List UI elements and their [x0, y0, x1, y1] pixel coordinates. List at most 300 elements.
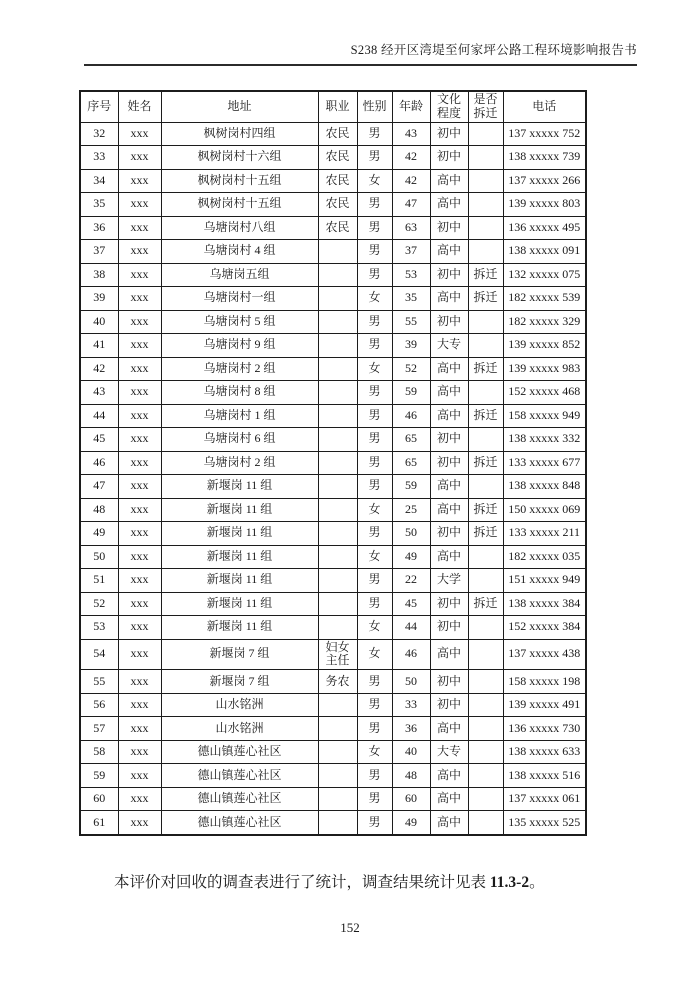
cell-address: 新堰岗 7 组: [161, 670, 318, 694]
cell-name: xxx: [118, 811, 161, 835]
table-row: [80, 451, 586, 475]
cell-gender: 男: [357, 522, 392, 546]
table-row: [80, 263, 586, 287]
cell-occupation: [318, 475, 357, 499]
cell-education: 高中: [430, 498, 468, 522]
cell-phone: 138 xxxxx 739: [503, 146, 586, 170]
cell-occupation: 农民: [318, 146, 357, 170]
cell-name: xxx: [118, 545, 161, 569]
summary-text-after: 。: [529, 873, 545, 891]
cell-relocation: [468, 616, 503, 640]
cell-phone: 137 xxxxx 266: [503, 169, 586, 193]
cell-address: 乌塘岗村 5 组: [161, 310, 318, 334]
cell-address: 山水铭洲: [161, 717, 318, 741]
cell-education: 初中: [430, 522, 468, 546]
table-reference: 11.3-2: [489, 873, 530, 891]
cell-phone: 150 xxxxx 069: [503, 498, 586, 522]
cell-education: 高中: [430, 811, 468, 835]
table-row: [80, 670, 586, 694]
cell-no: 47: [80, 475, 118, 499]
cell-occupation: [318, 240, 357, 264]
cell-name: xxx: [118, 639, 161, 670]
cell-occupation: [318, 717, 357, 741]
cell-relocation: [468, 764, 503, 788]
cell-gender: 男: [357, 263, 392, 287]
table-row: [80, 287, 586, 311]
cell-no: 43: [80, 381, 118, 405]
cell-phone: 182 xxxxx 329: [503, 310, 586, 334]
cell-relocation: [468, 740, 503, 764]
cell-gender: 女: [357, 740, 392, 764]
cell-relocation: 拆迁: [468, 522, 503, 546]
header-rule-divider: [84, 64, 637, 66]
table-row: [80, 545, 586, 569]
cell-relocation: 拆迁: [468, 451, 503, 475]
cell-relocation: [468, 693, 503, 717]
cell-phone: 136 xxxxx 495: [503, 216, 586, 240]
table-row: [80, 146, 586, 170]
cell-occupation: [318, 310, 357, 334]
table-row: [80, 639, 586, 670]
cell-education: 初中: [430, 310, 468, 334]
cell-education: 高中: [430, 357, 468, 381]
cell-address: 新堰岗 11 组: [161, 592, 318, 616]
cell-age: 50: [392, 670, 430, 694]
cell-education: 初中: [430, 592, 468, 616]
cell-name: xxx: [118, 169, 161, 193]
table-row: [80, 475, 586, 499]
column-header-name: 姓名: [118, 91, 161, 122]
cell-education: 大专: [430, 334, 468, 358]
cell-address: 乌塘岗村 9 组: [161, 334, 318, 358]
cell-no: 39: [80, 287, 118, 311]
cell-relocation: [468, 193, 503, 217]
cell-relocation: [468, 146, 503, 170]
column-header-occupation: 职业: [318, 91, 357, 122]
cell-age: 52: [392, 357, 430, 381]
cell-gender: 男: [357, 451, 392, 475]
cell-gender: 男: [357, 592, 392, 616]
cell-age: 35: [392, 287, 430, 311]
page-number: 152: [340, 920, 360, 935]
cell-education: 高中: [430, 717, 468, 741]
cell-gender: 男: [357, 146, 392, 170]
cell-phone: 139 xxxxx 491: [503, 693, 586, 717]
cell-occupation: [318, 616, 357, 640]
cell-name: xxx: [118, 263, 161, 287]
cell-phone: 152 xxxxx 384: [503, 616, 586, 640]
cell-relocation: [468, 216, 503, 240]
cell-relocation: 拆迁: [468, 263, 503, 287]
cell-no: 56: [80, 693, 118, 717]
cell-age: 60: [392, 787, 430, 811]
cell-relocation: [468, 122, 503, 146]
cell-gender: 男: [357, 693, 392, 717]
cell-gender: 男: [357, 717, 392, 741]
cell-name: xxx: [118, 334, 161, 358]
cell-relocation: [468, 787, 503, 811]
cell-no: 32: [80, 122, 118, 146]
cell-phone: 132 xxxxx 075: [503, 263, 586, 287]
table-row: [80, 693, 586, 717]
cell-phone: 182 xxxxx 035: [503, 545, 586, 569]
cell-occupation: [318, 740, 357, 764]
cell-relocation: [468, 169, 503, 193]
cell-education: 初中: [430, 428, 468, 452]
column-header-phone: 电话: [503, 91, 586, 122]
cell-age: 53: [392, 263, 430, 287]
cell-no: 53: [80, 616, 118, 640]
cell-education: 高中: [430, 169, 468, 193]
cell-age: 47: [392, 193, 430, 217]
cell-no: 40: [80, 310, 118, 334]
cell-relocation: [468, 381, 503, 405]
cell-address: 新堰岗 11 组: [161, 498, 318, 522]
cell-no: 45: [80, 428, 118, 452]
cell-phone: 136 xxxxx 730: [503, 717, 586, 741]
cell-gender: 男: [357, 381, 392, 405]
cell-gender: 男: [357, 569, 392, 593]
cell-address: 新堰岗 11 组: [161, 522, 318, 546]
cell-phone: 138 xxxxx 384: [503, 592, 586, 616]
cell-age: 37: [392, 240, 430, 264]
cell-no: 41: [80, 334, 118, 358]
cell-phone: 133 xxxxx 211: [503, 522, 586, 546]
cell-no: 38: [80, 263, 118, 287]
cell-occupation: [318, 451, 357, 475]
cell-address: 乌塘岗村 4 组: [161, 240, 318, 264]
cell-phone: 137 xxxxx 061: [503, 787, 586, 811]
table-row: [80, 616, 586, 640]
survey-respondents-table: [79, 90, 587, 836]
cell-no: 49: [80, 522, 118, 546]
cell-no: 55: [80, 670, 118, 694]
cell-gender: 女: [357, 639, 392, 670]
cell-age: 25: [392, 498, 430, 522]
cell-gender: 男: [357, 334, 392, 358]
cell-occupation: 农民: [318, 193, 357, 217]
cell-name: xxx: [118, 787, 161, 811]
cell-address: 乌塘岗村八组: [161, 216, 318, 240]
cell-occupation: 务农: [318, 670, 357, 694]
cell-occupation: [318, 545, 357, 569]
cell-no: 37: [80, 240, 118, 264]
cell-age: 46: [392, 639, 430, 670]
cell-gender: 男: [357, 475, 392, 499]
cell-address: 新堰岗 7 组: [161, 639, 318, 670]
cell-age: 48: [392, 764, 430, 788]
cell-phone: 182 xxxxx 539: [503, 287, 586, 311]
cell-name: xxx: [118, 569, 161, 593]
table-row: [80, 193, 586, 217]
cell-address: 新堰岗 11 组: [161, 616, 318, 640]
cell-address: 新堰岗 11 组: [161, 475, 318, 499]
cell-name: xxx: [118, 498, 161, 522]
cell-age: 49: [392, 811, 430, 835]
table-row: [80, 169, 586, 193]
cell-address: 新堰岗 11 组: [161, 569, 318, 593]
cell-phone: 135 xxxxx 525: [503, 811, 586, 835]
column-header-address: 地址: [161, 91, 318, 122]
cell-relocation: [468, 334, 503, 358]
cell-age: 65: [392, 451, 430, 475]
cell-gender: 女: [357, 357, 392, 381]
cell-no: 57: [80, 717, 118, 741]
cell-relocation: 拆迁: [468, 592, 503, 616]
cell-education: 初中: [430, 451, 468, 475]
cell-occupation: [318, 287, 357, 311]
cell-education: 初中: [430, 670, 468, 694]
cell-no: 42: [80, 357, 118, 381]
cell-address: 德山镇莲心社区: [161, 740, 318, 764]
cell-education: 高中: [430, 381, 468, 405]
cell-education: 高中: [430, 787, 468, 811]
cell-relocation: [468, 475, 503, 499]
table-row: [80, 334, 586, 358]
cell-gender: 女: [357, 545, 392, 569]
cell-relocation: [468, 811, 503, 835]
cell-age: 55: [392, 310, 430, 334]
column-header-relocation: 是否拆迁: [468, 91, 503, 122]
cell-phone: 139 xxxxx 803: [503, 193, 586, 217]
column-header-age: 年龄: [392, 91, 430, 122]
table-body: [80, 122, 586, 835]
cell-name: xxx: [118, 357, 161, 381]
cell-gender: 女: [357, 498, 392, 522]
cell-education: 高中: [430, 475, 468, 499]
cell-age: 63: [392, 216, 430, 240]
cell-no: 50: [80, 545, 118, 569]
cell-education: 高中: [430, 404, 468, 428]
cell-age: 39: [392, 334, 430, 358]
column-header-education: 文化程度: [430, 91, 468, 122]
cell-name: xxx: [118, 381, 161, 405]
document-header-title: S238 经开区湾堤至何家坪公路工程环境影响报告书: [350, 43, 637, 57]
cell-phone: 137 xxxxx 438: [503, 639, 586, 670]
cell-name: xxx: [118, 451, 161, 475]
cell-phone: 151 xxxxx 949: [503, 569, 586, 593]
cell-phone: 138 xxxxx 332: [503, 428, 586, 452]
table-row: [80, 122, 586, 146]
cell-occupation: 农民: [318, 122, 357, 146]
table-row: [80, 811, 586, 835]
cell-address: 乌塘岗村 2 组: [161, 451, 318, 475]
cell-occupation: [318, 263, 357, 287]
table-row: [80, 569, 586, 593]
cell-gender: 男: [357, 122, 392, 146]
cell-relocation: [468, 717, 503, 741]
cell-education: 初中: [430, 693, 468, 717]
cell-phone: 139 xxxxx 852: [503, 334, 586, 358]
cell-phone: 139 xxxxx 983: [503, 357, 586, 381]
cell-address: 德山镇莲心社区: [161, 764, 318, 788]
cell-name: xxx: [118, 240, 161, 264]
cell-gender: 男: [357, 764, 392, 788]
cell-name: xxx: [118, 428, 161, 452]
table-row: [80, 310, 586, 334]
cell-phone: 138 xxxxx 633: [503, 740, 586, 764]
table-row: [80, 787, 586, 811]
cell-no: 33: [80, 146, 118, 170]
cell-relocation: [468, 428, 503, 452]
cell-occupation: [318, 428, 357, 452]
cell-relocation: 拆迁: [468, 404, 503, 428]
cell-education: 高中: [430, 545, 468, 569]
cell-age: 59: [392, 475, 430, 499]
cell-name: xxx: [118, 193, 161, 217]
cell-gender: 女: [357, 169, 392, 193]
cell-age: 46: [392, 404, 430, 428]
cell-age: 33: [392, 693, 430, 717]
cell-name: xxx: [118, 216, 161, 240]
cell-no: 51: [80, 569, 118, 593]
cell-relocation: 拆迁: [468, 357, 503, 381]
cell-name: xxx: [118, 670, 161, 694]
cell-occupation: [318, 811, 357, 835]
cell-name: xxx: [118, 693, 161, 717]
cell-no: 54: [80, 639, 118, 670]
cell-occupation: [318, 569, 357, 593]
cell-no: 36: [80, 216, 118, 240]
cell-occupation: [318, 357, 357, 381]
table-row: [80, 357, 586, 381]
cell-education: 初中: [430, 616, 468, 640]
cell-occupation: [318, 787, 357, 811]
cell-name: xxx: [118, 287, 161, 311]
cell-education: 初中: [430, 146, 468, 170]
cell-occupation: [318, 334, 357, 358]
cell-address: 乌塘岗村 2 组: [161, 357, 318, 381]
cell-education: 初中: [430, 216, 468, 240]
cell-occupation: [318, 693, 357, 717]
cell-gender: 女: [357, 287, 392, 311]
summary-text-before: 本评价对回收的调查表进行了统计，调查结果统计见表: [114, 873, 490, 891]
cell-phone: 138 xxxxx 848: [503, 475, 586, 499]
cell-occupation: [318, 381, 357, 405]
cell-relocation: 拆迁: [468, 287, 503, 311]
cell-relocation: [468, 569, 503, 593]
cell-gender: 男: [357, 193, 392, 217]
cell-age: 42: [392, 169, 430, 193]
cell-education: 大学: [430, 569, 468, 593]
cell-phone: 137 xxxxx 752: [503, 122, 586, 146]
table-row: [80, 404, 586, 428]
summary-paragraph: [83, 872, 637, 894]
cell-address: 乌塘岗村一组: [161, 287, 318, 311]
table-row: [80, 381, 586, 405]
cell-education: 高中: [430, 287, 468, 311]
cell-address: 德山镇莲心社区: [161, 811, 318, 835]
cell-no: 46: [80, 451, 118, 475]
cell-address: 枫树岗村十五组: [161, 169, 318, 193]
cell-education: 高中: [430, 240, 468, 264]
table-row: [80, 522, 586, 546]
cell-education: 高中: [430, 764, 468, 788]
cell-address: 德山镇莲心社区: [161, 787, 318, 811]
cell-name: xxx: [118, 146, 161, 170]
cell-no: 34: [80, 169, 118, 193]
column-header-gender: 性别: [357, 91, 392, 122]
cell-relocation: 拆迁: [468, 498, 503, 522]
cell-occupation: [318, 592, 357, 616]
cell-no: 60: [80, 787, 118, 811]
cell-gender: 男: [357, 787, 392, 811]
cell-gender: 男: [357, 310, 392, 334]
cell-age: 50: [392, 522, 430, 546]
cell-name: xxx: [118, 616, 161, 640]
cell-gender: 女: [357, 616, 392, 640]
cell-name: xxx: [118, 592, 161, 616]
table-row: [80, 240, 586, 264]
cell-relocation: [468, 310, 503, 334]
cell-age: 45: [392, 592, 430, 616]
cell-no: 59: [80, 764, 118, 788]
cell-name: xxx: [118, 404, 161, 428]
cell-address: 枫树岗村四组: [161, 122, 318, 146]
table-row: [80, 717, 586, 741]
cell-no: 48: [80, 498, 118, 522]
cell-age: 44: [392, 616, 430, 640]
table-row: [80, 740, 586, 764]
cell-education: 初中: [430, 122, 468, 146]
cell-address: 乌塘岗村 1 组: [161, 404, 318, 428]
cell-gender: 男: [357, 404, 392, 428]
cell-no: 61: [80, 811, 118, 835]
table-row: [80, 216, 586, 240]
cell-no: 35: [80, 193, 118, 217]
table-header: [80, 91, 586, 122]
cell-occupation: [318, 404, 357, 428]
cell-age: 59: [392, 381, 430, 405]
cell-occupation: [318, 764, 357, 788]
cell-occupation: 妇女主任: [318, 639, 357, 670]
cell-address: 枫树岗村十五组: [161, 193, 318, 217]
cell-address: 山水铭洲: [161, 693, 318, 717]
cell-gender: 男: [357, 216, 392, 240]
cell-gender: 男: [357, 428, 392, 452]
cell-age: 40: [392, 740, 430, 764]
cell-gender: 男: [357, 240, 392, 264]
cell-age: 43: [392, 122, 430, 146]
cell-age: 65: [392, 428, 430, 452]
cell-age: 22: [392, 569, 430, 593]
cell-relocation: [468, 240, 503, 264]
cell-occupation: 农民: [318, 216, 357, 240]
cell-address: 乌塘岗五组: [161, 263, 318, 287]
cell-relocation: [468, 670, 503, 694]
cell-name: xxx: [118, 717, 161, 741]
cell-age: 36: [392, 717, 430, 741]
cell-phone: 158 xxxxx 949: [503, 404, 586, 428]
cell-phone: 158 xxxxx 198: [503, 670, 586, 694]
cell-address: 乌塘岗村 6 组: [161, 428, 318, 452]
cell-age: 49: [392, 545, 430, 569]
cell-phone: 138 xxxxx 516: [503, 764, 586, 788]
cell-name: xxx: [118, 740, 161, 764]
table-header-row: [80, 91, 586, 122]
cell-name: xxx: [118, 122, 161, 146]
cell-education: 大专: [430, 740, 468, 764]
cell-education: 高中: [430, 193, 468, 217]
cell-relocation: [468, 639, 503, 670]
cell-gender: 男: [357, 670, 392, 694]
cell-occupation: [318, 522, 357, 546]
cell-name: xxx: [118, 475, 161, 499]
cell-age: 42: [392, 146, 430, 170]
cell-phone: 138 xxxxx 091: [503, 240, 586, 264]
cell-phone: 133 xxxxx 677: [503, 451, 586, 475]
cell-occupation: 农民: [318, 169, 357, 193]
